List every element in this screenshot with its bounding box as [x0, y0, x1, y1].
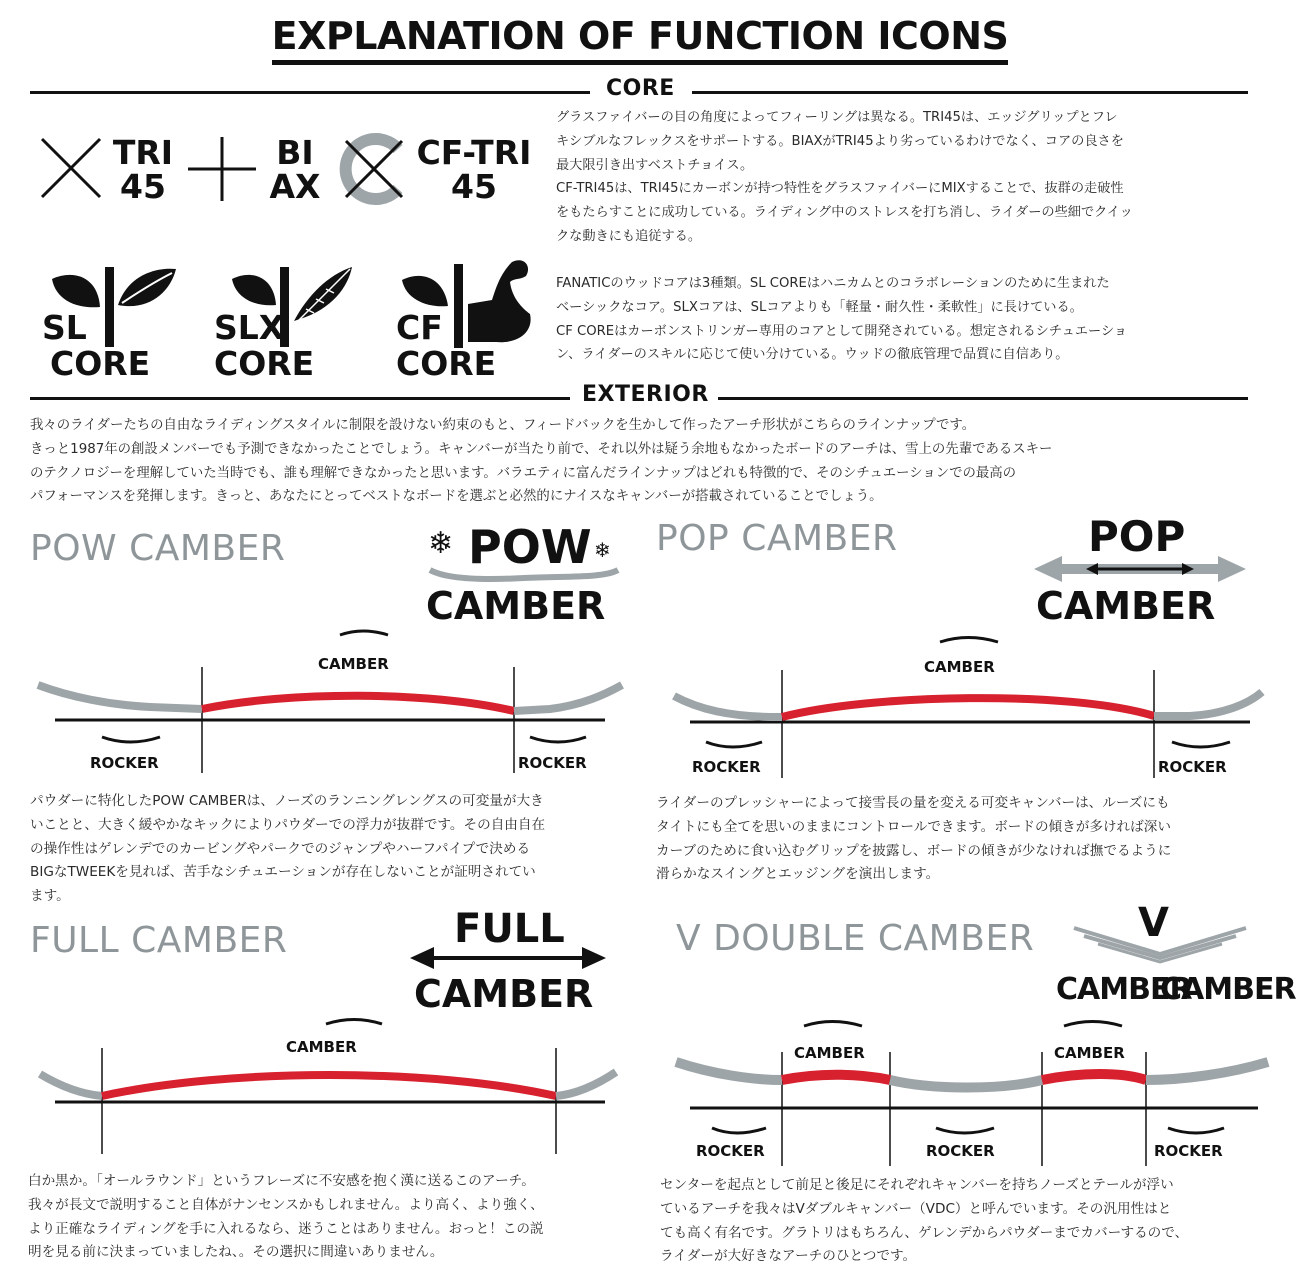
double-arrow-icon: [1032, 554, 1248, 584]
pop-camber-title: POP CAMBER: [656, 518, 898, 559]
tri45-x-icon: [40, 137, 102, 199]
snowflake-icon: ❄: [428, 526, 454, 561]
biax-plus-icon: [188, 135, 256, 203]
v-rocker-left-label: ROCKER: [696, 1142, 765, 1160]
full-camber-profile-diagram: [30, 1012, 630, 1162]
pow-logo-bottom: CAMBER: [426, 584, 606, 628]
pow-camber-title: POW CAMBER: [30, 528, 286, 569]
fiber-description: グラスファイバーの目の角度によってフィーリングは異なる。TRI45は、エッジグリップとフレ キシブルなフレックスをサポートする。BIAXがTRI45より劣っているわけでなく、コアの良さを 最大限引き出すベストチョイス。 CF-TRI45は、TRI45にカーボンが持つ特性をグラスファイバーにMIXすることで、抜群の走破性 をもたらすことに成功している。ライディング中のストレスを打ち消し、ライダーの些細でクイッ クな動きにも追従する。: [556, 110, 1133, 244]
v-rocker-center-label: ROCKER: [926, 1142, 995, 1160]
pop-rocker-right-label: ROCKER: [1158, 758, 1227, 776]
tri45-label: TRI 45: [112, 133, 174, 206]
exterior-description: 我々のライダーたちの自由なライディングスタイルに制限を設けない約束のもと、フィードバックを生かして作ったアーチ形状がこちらのラインナップです。 きっと1987年の創設メンバーでも予測できなかったことでしょう。キャンバーが当たり前で、それ以外は疑う余地もなかったボードのアーチは、雪上の先輩であるスキー のテクノロジーを理解していた当時でも、誰も理解できなかったと思います。バラエティに富んだラインナップはどれも特徴的で、そのシチュエーションでの最高の パフォーマンスを発揮します。きっと、あなたにとってベストなボードを選ぶと必然的にナイスなキャンバーが搭載されていることでしょう。: [30, 418, 1053, 505]
pop-logo-top: POP: [1088, 512, 1186, 561]
snowflake-icon: ❄: [594, 538, 611, 562]
v-logo-right: CAMBER: [1160, 972, 1296, 1007]
full-camber-logo: [408, 906, 618, 1016]
cf-tri45-icon: [340, 135, 410, 203]
double-arrow-icon: [408, 946, 608, 970]
full-logo-bottom: CAMBER: [414, 972, 594, 1016]
divider-line: [718, 397, 1248, 400]
pop-logo-bottom: CAMBER: [1036, 584, 1216, 628]
cf-tri45-label: CF-TRI 45: [416, 133, 532, 206]
pop-rocker-left-label: ROCKER: [692, 758, 761, 776]
pow-camber-profile-diagram: [30, 625, 630, 775]
v-double-camber-logo: [1056, 900, 1296, 1010]
pow-camber-label: CAMBER: [318, 655, 389, 673]
exterior-heading-label: EXTERIOR: [582, 382, 709, 407]
core-heading-label: CORE: [606, 76, 675, 101]
pow-rocker-right-label: ROCKER: [518, 754, 587, 772]
cf-core-label: CF CORE: [396, 308, 497, 383]
full-camber-description: 白か黒か。「オールラウンド」というフレーズに不安感を抱く漢に送るこのアーチ。 我々が長文で説明すること自体がナンセンスかもしれません。より高く、より強く、 より正確なライディングを手に入れるなら、迷うことはありません。おっと！この説 明を見る前に決まっていましたね、。その選択に間違いありません。: [28, 1173, 544, 1261]
biax-label: BI AX: [269, 133, 321, 206]
v-rocker-right-label: ROCKER: [1154, 1142, 1223, 1160]
exterior-section-heading: [0, 382, 1280, 412]
slx-core-label: SLX CORE: [214, 308, 315, 383]
v-double-camber-title: V DOUBLE CAMBER: [676, 918, 1035, 959]
v-camber-left-label: CAMBER: [794, 1044, 865, 1062]
v-camber-right-label: CAMBER: [1054, 1044, 1125, 1062]
divider-line: [692, 91, 1248, 94]
pop-camber-description: ライダーのプレッシャーによって接雪長の量を変える可変キャンバーは、ルーズにも タイトにも全てを思いのままにコントロールできます。ボードの傾きが多ければ深い カーブのために食い込むグリップを披露し、ボードの傾きが少なければ撫でるように 滑らかなスイングとエッジングを演出します。: [656, 795, 1172, 883]
full-camber-title: FULL CAMBER: [30, 920, 288, 961]
pop-camber-label: CAMBER: [924, 658, 995, 676]
full-camber-label: CAMBER: [286, 1038, 357, 1056]
pow-camber-description: パウダーに特化したPOW CAMBERは、ノーズのランニングレングスの可変量が大き いことと、大きく緩やかなキックによりパウダーでの浮力が抜群です。その自由自在 の操作性はゲレンデでのカービングやパークでのジャンプやハーフパイプで決める BIGなTWEEKを見れば、苦手なシチュエーションが存在しないことが証明されてい ます。: [30, 793, 546, 905]
v-double-camber-description: センターを起点として前足と後足にそれぞれキャンバーを持ちノーズとテールが浮い ているアーチを我々はVダブルキャンバー（VDC）と呼んでいます。その汎用性はと ても高く有名です。グラトリはもちろん、ゲレンデからパウダーまでカバーするので、 ライダーが大好きなアーチのひとつです。: [660, 1177, 1189, 1265]
wood-core-description: FANATICのウッドコアは3種類。SL COREはハニカムとのコラボレーションのために生まれた ベーシックなコア。SLXコアは、SLコアよりも「軽量・耐久性・柔軟性」に長けている。 CF COREはカーボンストリンガー専用のコアとして開発されている。想定されるシチュエーショ ン、ライダーのスキルに応じて使い分けている。ウッドの徹底管理で品質に自信あり。: [556, 276, 1128, 363]
pow-logo-board-icon: [428, 568, 620, 584]
pow-camber-logo: [420, 520, 630, 640]
pop-camber-logo: [1030, 512, 1250, 632]
sl-core-label: SL CORE: [42, 308, 151, 383]
page-title: EXPLANATION OF FUNCTION ICONS: [0, 14, 1280, 58]
divider-line: [30, 397, 570, 400]
full-logo-top: FULL: [454, 906, 565, 952]
core-section-heading: [0, 76, 1280, 106]
v-logo-left: CAMBER: [1056, 972, 1192, 1007]
v-logo-top: V: [1138, 900, 1169, 946]
pow-rocker-left-label: ROCKER: [90, 754, 159, 772]
divider-line: [30, 91, 590, 94]
pow-logo-top: POW: [468, 520, 592, 574]
